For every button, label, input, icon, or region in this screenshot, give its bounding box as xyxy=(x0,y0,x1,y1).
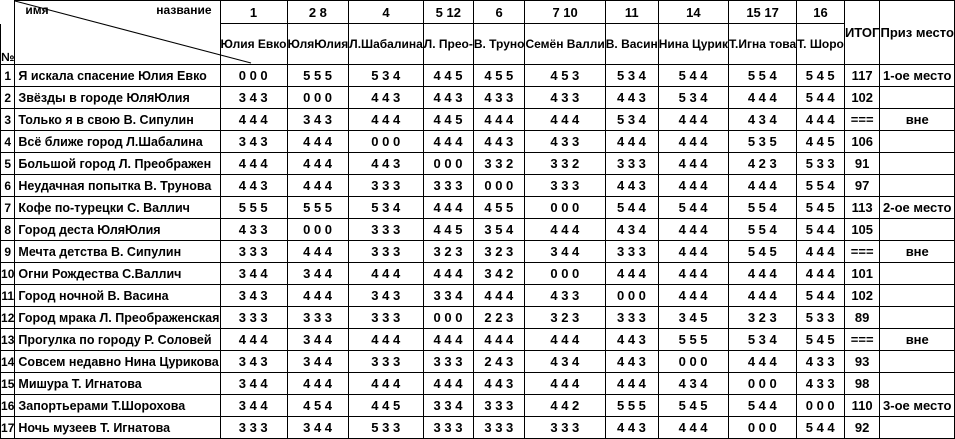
score-cell: 544 xyxy=(797,285,845,307)
total-cell: === xyxy=(844,329,880,351)
judge-number-5: 6 xyxy=(473,1,525,24)
number-header: № xyxy=(1,24,15,65)
score-cell: 434 xyxy=(658,373,728,395)
score-cell: 544 xyxy=(729,395,797,417)
score-cell: 534 xyxy=(729,329,797,351)
prize-cell: вне xyxy=(880,241,955,263)
score-cell: 334 xyxy=(423,395,473,417)
score-cell: 333 xyxy=(525,175,605,197)
score-cell: 000 xyxy=(287,219,349,241)
score-cell: 544 xyxy=(605,197,658,219)
score-cell: 444 xyxy=(349,109,424,131)
work-title: Прогулка по городу Р. Соловей xyxy=(15,329,220,351)
total-cell: 92 xyxy=(844,417,880,439)
score-cell: 545 xyxy=(797,197,845,219)
score-cell: 333 xyxy=(605,307,658,329)
prize-cell xyxy=(880,263,955,285)
score-cell: 354 xyxy=(473,219,525,241)
table-row xyxy=(1,263,955,285)
score-cell: 345 xyxy=(658,307,728,329)
row-number: 10 xyxy=(1,263,15,285)
score-cell: 443 xyxy=(605,329,658,351)
judge-number-2: 2 8 xyxy=(287,1,349,24)
score-cell: 333 xyxy=(525,417,605,439)
row-number: 2 xyxy=(1,87,15,109)
score-cell: 444 xyxy=(729,285,797,307)
judge-number-9: 15 17 xyxy=(729,1,797,24)
score-cell: 443 xyxy=(423,87,473,109)
table-row xyxy=(1,417,955,439)
score-cell: 444 xyxy=(797,241,845,263)
score-cell: 444 xyxy=(729,263,797,285)
work-title: Неудачная попытка В. Трунова xyxy=(15,175,220,197)
total-cell: 97 xyxy=(844,175,880,197)
judge-number-1: 1 xyxy=(220,1,287,24)
work-title: Мечта детства В. Сипулин xyxy=(15,241,220,263)
score-cell: 333 xyxy=(349,219,424,241)
row-number: 14 xyxy=(1,351,15,373)
judge-number-8: 14 xyxy=(658,1,728,24)
score-cell: 444 xyxy=(287,285,349,307)
total-cell: 98 xyxy=(844,373,880,395)
work-title: Город мрака Л. Преображенская xyxy=(15,307,220,329)
score-cell: 000 xyxy=(473,175,525,197)
score-cell: 344 xyxy=(220,395,287,417)
score-cell: 333 xyxy=(349,175,424,197)
score-cell: 444 xyxy=(423,197,473,219)
score-cell: 444 xyxy=(797,263,845,285)
judge-name-2: ЮляЮлия xyxy=(287,24,349,65)
work-title: Город ночной В. Васина xyxy=(15,285,220,307)
score-cell: 444 xyxy=(605,263,658,285)
prize-cell xyxy=(880,87,955,109)
score-cell: 444 xyxy=(349,373,424,395)
table-row xyxy=(1,285,955,307)
score-cell: 445 xyxy=(423,65,473,87)
score-cell: 444 xyxy=(287,241,349,263)
diagonal-line xyxy=(15,1,251,63)
score-cell: 444 xyxy=(220,329,287,351)
prize-cell: 3-ое место xyxy=(880,395,955,417)
score-cell: 443 xyxy=(473,131,525,153)
total-cell: === xyxy=(844,109,880,131)
total-cell: 110 xyxy=(844,395,880,417)
score-cell: 344 xyxy=(287,351,349,373)
score-cell: 343 xyxy=(349,285,424,307)
score-cell: 000 xyxy=(658,351,728,373)
prize-cell xyxy=(880,153,955,175)
total-cell: 102 xyxy=(844,285,880,307)
score-cell: 344 xyxy=(287,417,349,439)
score-cell: 344 xyxy=(220,373,287,395)
row-number: 4 xyxy=(1,131,15,153)
work-title: Огни Рождества С.Валлич xyxy=(15,263,220,285)
score-cell: 433 xyxy=(220,219,287,241)
score-cell: 444 xyxy=(658,131,728,153)
score-cell: 544 xyxy=(797,417,845,439)
table-row xyxy=(1,131,955,153)
score-cell: 445 xyxy=(349,395,424,417)
table-row xyxy=(1,329,955,351)
work-title: Большой город Л. Преображен xyxy=(15,153,220,175)
work-title: Всё ближе город Л.Шабалина xyxy=(15,131,220,153)
score-cell: 444 xyxy=(797,109,845,131)
score-cell: 323 xyxy=(525,307,605,329)
score-cell: 000 xyxy=(729,417,797,439)
score-cell: 444 xyxy=(287,175,349,197)
prize-cell xyxy=(880,175,955,197)
score-cell: 333 xyxy=(349,307,424,329)
score-cell: 443 xyxy=(473,373,525,395)
score-cell: 534 xyxy=(658,87,728,109)
score-cell: 434 xyxy=(605,219,658,241)
score-cell: 444 xyxy=(658,153,728,175)
work-title: Мишура Т. Игнатова xyxy=(15,373,220,395)
score-cell: 342 xyxy=(473,263,525,285)
row-number: 12 xyxy=(1,307,15,329)
score-cell: 444 xyxy=(525,329,605,351)
total-cell: 106 xyxy=(844,131,880,153)
score-cell: 433 xyxy=(473,87,525,109)
score-cell: 444 xyxy=(423,329,473,351)
score-cell: 433 xyxy=(797,351,845,373)
score-cell: 554 xyxy=(729,197,797,219)
row-number: 1 xyxy=(1,65,15,87)
score-cell: 333 xyxy=(473,395,525,417)
work-title: Город деста ЮляЮлия xyxy=(15,219,220,241)
score-cell: 444 xyxy=(423,263,473,285)
work-title: Ночь музеев Т. Игнатова xyxy=(15,417,220,439)
row-number: 6 xyxy=(1,175,15,197)
score-cell: 333 xyxy=(220,307,287,329)
prize-cell xyxy=(880,351,955,373)
table-row xyxy=(1,65,955,87)
score-cell: 443 xyxy=(605,87,658,109)
score-cell: 533 xyxy=(349,417,424,439)
work-title: Я искала спасение Юлия Евко xyxy=(15,65,220,87)
score-cell: 444 xyxy=(423,373,473,395)
score-cell: 444 xyxy=(658,109,728,131)
row-number: 3 xyxy=(1,109,15,131)
prize-cell xyxy=(880,373,955,395)
score-cell: 444 xyxy=(220,109,287,131)
score-cell: 555 xyxy=(287,65,349,87)
score-cell: 343 xyxy=(287,109,349,131)
score-cell: 534 xyxy=(605,65,658,87)
score-cell: 334 xyxy=(423,285,473,307)
diagonal-header xyxy=(15,1,220,65)
score-cell: 423 xyxy=(729,153,797,175)
score-cell: 333 xyxy=(605,241,658,263)
total-cell: 102 xyxy=(844,87,880,109)
score-cell: 332 xyxy=(473,153,525,175)
score-cell: 443 xyxy=(605,175,658,197)
score-cell: 554 xyxy=(729,65,797,87)
table-row xyxy=(1,197,955,219)
score-cell: 544 xyxy=(658,65,728,87)
score-cell: 000 xyxy=(287,87,349,109)
score-cell: 444 xyxy=(525,373,605,395)
prize-cell: вне xyxy=(880,329,955,351)
score-cell: 544 xyxy=(797,87,845,109)
score-cell: 344 xyxy=(287,329,349,351)
table-row xyxy=(1,153,955,175)
score-cell: 555 xyxy=(658,329,728,351)
score-cell: 443 xyxy=(605,417,658,439)
score-cell: 000 xyxy=(423,307,473,329)
judge-name-6: Семён Валли xyxy=(525,24,605,65)
score-cell: 545 xyxy=(658,395,728,417)
table-row xyxy=(1,351,955,373)
table-row xyxy=(1,395,955,417)
judge-number-6: 7 10 xyxy=(525,1,605,24)
score-cell: 444 xyxy=(220,153,287,175)
judge-name-8: Нина Цурик xyxy=(658,24,728,65)
score-cell: 442 xyxy=(525,395,605,417)
name-label: имя xyxy=(25,3,49,17)
score-cell: 444 xyxy=(605,131,658,153)
score-cell: 344 xyxy=(287,263,349,285)
score-cell: 444 xyxy=(729,87,797,109)
total-cell: 117 xyxy=(844,65,880,87)
score-cell: 333 xyxy=(423,417,473,439)
total-header: ИТОГ xyxy=(844,1,880,65)
prize-cell xyxy=(880,307,955,329)
table-row xyxy=(1,87,955,109)
score-cell: 444 xyxy=(658,175,728,197)
score-cell: 545 xyxy=(797,65,845,87)
score-cell: 555 xyxy=(220,197,287,219)
score-cell: 000 xyxy=(423,153,473,175)
score-cell: 343 xyxy=(220,285,287,307)
corner-cell xyxy=(1,1,15,24)
score-cell: 000 xyxy=(729,373,797,395)
score-cell: 343 xyxy=(220,87,287,109)
score-cell: 555 xyxy=(287,197,349,219)
score-cell: 545 xyxy=(729,241,797,263)
score-cell: 433 xyxy=(525,285,605,307)
score-cell: 454 xyxy=(287,395,349,417)
prize-cell xyxy=(880,219,955,241)
prize-cell xyxy=(880,417,955,439)
row-number: 11 xyxy=(1,285,15,307)
score-cell: 434 xyxy=(525,351,605,373)
table-row xyxy=(1,241,955,263)
judge-number-3: 4 xyxy=(349,1,424,24)
score-cell: 333 xyxy=(423,175,473,197)
score-cell: 444 xyxy=(658,241,728,263)
judge-name-3: Л.Шабалина xyxy=(349,24,424,65)
score-cell: 323 xyxy=(729,307,797,329)
score-cell: 444 xyxy=(287,131,349,153)
judge-name-7: В. Васин xyxy=(605,24,658,65)
score-cell: 534 xyxy=(605,109,658,131)
score-cell: 545 xyxy=(797,329,845,351)
row-number: 13 xyxy=(1,329,15,351)
score-cell: 445 xyxy=(423,219,473,241)
work-title: Звёзды в городе ЮляЮлия xyxy=(15,87,220,109)
table-row xyxy=(1,219,955,241)
prize-cell: 2-ое место xyxy=(880,197,955,219)
judge-name-10: Т. Шоро xyxy=(797,24,845,65)
score-cell: 444 xyxy=(473,329,525,351)
row-number: 9 xyxy=(1,241,15,263)
score-cell: 453 xyxy=(525,65,605,87)
score-cell: 000 xyxy=(797,395,845,417)
score-cell: 223 xyxy=(473,307,525,329)
score-cell: 344 xyxy=(525,241,605,263)
score-cell: 243 xyxy=(473,351,525,373)
row-number: 16 xyxy=(1,395,15,417)
score-cell: 443 xyxy=(349,153,424,175)
judge-number-4: 5 12 xyxy=(423,1,473,24)
score-cell: 444 xyxy=(658,417,728,439)
work-title: Только я в свою В. Сипулин xyxy=(15,109,220,131)
score-cell: 455 xyxy=(473,65,525,87)
score-cell: 000 xyxy=(525,197,605,219)
judge-name-4: Л. Прео- xyxy=(423,24,473,65)
score-cell: 445 xyxy=(797,131,845,153)
table-row xyxy=(1,307,955,329)
row-number: 17 xyxy=(1,417,15,439)
table-row xyxy=(1,175,955,197)
score-cell: 444 xyxy=(658,263,728,285)
score-cell: 554 xyxy=(729,219,797,241)
score-cell: 000 xyxy=(525,263,605,285)
total-cell: 101 xyxy=(844,263,880,285)
score-cell: 344 xyxy=(220,263,287,285)
prize-cell xyxy=(880,285,955,307)
score-cell: 444 xyxy=(729,351,797,373)
total-cell: 89 xyxy=(844,307,880,329)
score-cell: 534 xyxy=(349,65,424,87)
score-cell: 333 xyxy=(220,417,287,439)
score-cell: 333 xyxy=(349,241,424,263)
score-cell: 343 xyxy=(220,131,287,153)
score-cell: 444 xyxy=(423,131,473,153)
score-cell: 434 xyxy=(729,109,797,131)
score-cell: 455 xyxy=(473,197,525,219)
score-cell: 333 xyxy=(349,351,424,373)
prize-cell: 1-ое место xyxy=(880,65,955,87)
score-cell: 000 xyxy=(605,285,658,307)
judge-name-1: Юлия Евко xyxy=(220,24,287,65)
score-cell: 433 xyxy=(525,87,605,109)
prize-cell xyxy=(880,131,955,153)
score-cell: 343 xyxy=(220,351,287,373)
score-cell: 333 xyxy=(287,307,349,329)
score-cell: 444 xyxy=(349,263,424,285)
score-cell: 444 xyxy=(525,219,605,241)
score-cell: 534 xyxy=(349,197,424,219)
score-cell: 333 xyxy=(220,241,287,263)
score-cell: 444 xyxy=(658,219,728,241)
score-cell: 555 xyxy=(605,395,658,417)
score-cell: 323 xyxy=(473,241,525,263)
score-cell: 000 xyxy=(220,65,287,87)
title-label: название xyxy=(156,3,212,17)
score-cell: 444 xyxy=(525,109,605,131)
total-cell: === xyxy=(844,241,880,263)
prize-header: Приз место xyxy=(880,1,955,65)
row-number: 7 xyxy=(1,197,15,219)
score-cell: 444 xyxy=(287,153,349,175)
score-cell: 443 xyxy=(220,175,287,197)
score-cell: 445 xyxy=(423,109,473,131)
score-cell: 433 xyxy=(525,131,605,153)
row-number: 15 xyxy=(1,373,15,395)
total-cell: 93 xyxy=(844,351,880,373)
total-cell: 105 xyxy=(844,219,880,241)
score-cell: 444 xyxy=(605,373,658,395)
work-title: Совсем недавно Нина Цурикова xyxy=(15,351,220,373)
work-title: Кофе по-турецки С. Валлич xyxy=(15,197,220,219)
score-cell: 433 xyxy=(797,373,845,395)
score-cell: 443 xyxy=(605,351,658,373)
score-cell: 544 xyxy=(658,197,728,219)
row-number: 8 xyxy=(1,219,15,241)
score-cell: 323 xyxy=(423,241,473,263)
score-cell: 000 xyxy=(349,131,424,153)
score-cell: 444 xyxy=(473,285,525,307)
score-cell: 544 xyxy=(797,219,845,241)
score-cell: 444 xyxy=(658,285,728,307)
judge-name-9: Т.Игна това xyxy=(729,24,797,65)
table-row xyxy=(1,373,955,395)
score-cell: 443 xyxy=(349,87,424,109)
score-cell: 444 xyxy=(729,175,797,197)
score-cell: 333 xyxy=(473,417,525,439)
score-cell: 333 xyxy=(423,351,473,373)
total-cell: 91 xyxy=(844,153,880,175)
row-number: 5 xyxy=(1,153,15,175)
table-row xyxy=(1,109,955,131)
total-cell: 113 xyxy=(844,197,880,219)
score-cell: 332 xyxy=(525,153,605,175)
score-cell: 444 xyxy=(473,109,525,131)
score-cell: 444 xyxy=(287,373,349,395)
score-cell: 333 xyxy=(605,153,658,175)
prize-cell: вне xyxy=(880,109,955,131)
score-cell: 533 xyxy=(797,153,845,175)
work-title: Запортьерами Т.Шорохова xyxy=(15,395,220,417)
score-cell: 554 xyxy=(797,175,845,197)
score-cell: 444 xyxy=(349,329,424,351)
score-cell: 533 xyxy=(797,307,845,329)
judge-number-7: 11 xyxy=(605,1,658,24)
judge-name-5: В. Труно xyxy=(473,24,525,65)
score-cell: 535 xyxy=(729,131,797,153)
judge-number-10: 16 xyxy=(797,1,845,24)
